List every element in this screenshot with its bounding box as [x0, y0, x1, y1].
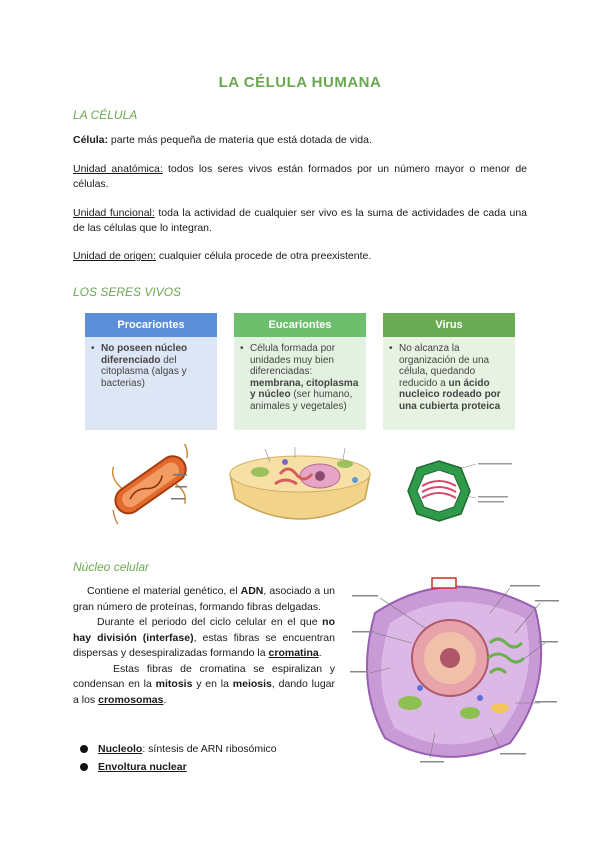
- card-procariontes: [85, 313, 217, 430]
- card-eucariontes-text: Célula formada por unidades muy bien diferenciadas:: [250, 343, 336, 377]
- section-heading-nucleo: Núcleo celular: [73, 560, 150, 574]
- card-procariontes-body: • No poseen núcleo diferenciado del citoplasma (algas y bacterias): [85, 337, 217, 430]
- term-mitosis: mitosis: [155, 678, 193, 690]
- definition-unidad-funcional: toda la actividad de cualquier ser vivo es la suma de actividades de cada una de las células que lo integran.: [73, 207, 527, 234]
- card-eucariontes-text2: (ser humano, animales y vegetales): [250, 389, 353, 412]
- animal-cell-diagram: [350, 573, 560, 773]
- card-procariontes-text: del citoplasma (algas y bacterias): [101, 354, 187, 389]
- definition-unidad-origen: cualquier célula procede de otra preexistente.: [155, 250, 372, 262]
- card-virus-text: No alcanza la organización de una célula, quedando reducido a: [399, 343, 490, 389]
- bullet-nucleolo-term: Nucleolo: [98, 743, 143, 755]
- term-meiosis: meiosis: [232, 678, 272, 690]
- nucleo-paragraph-3: Estas fibras de cromatina se espiralizan y condensan en la mitosis y en la meiosis, dando lugar a los cromosomas.: [73, 662, 335, 706]
- bullet-envoltura-term: Envoltura nuclear: [98, 761, 187, 773]
- definition-unidad-anatomica: todos los seres vivos están formados por un número mayor o menor de células.: [73, 163, 527, 190]
- nucleo-text: [73, 584, 335, 708]
- card-procariontes-title: Procariontes: [85, 313, 217, 337]
- paragraph-unidad-anatomica: [73, 162, 527, 192]
- card-procariontes-bold: No poseen núcleo diferenciado: [101, 343, 188, 366]
- paragraph-celula: [73, 133, 527, 148]
- virus-illustration: [404, 456, 524, 531]
- section-heading-celula: LA CÉLULA: [73, 108, 138, 122]
- bullet-nucleolo: [80, 743, 277, 755]
- paragraph-unidad-funcional: [73, 206, 527, 236]
- card-eucariontes-title: Eucariontes: [234, 313, 366, 337]
- term-cromatina: cromatina: [268, 647, 319, 659]
- card-eucariontes-bold: membrana, citoplasma y núcleo: [250, 377, 359, 400]
- term-unidad-funcional: Unidad funcional:: [73, 207, 155, 219]
- definition-celula: parte más pequeña de materia que está dotada de vida.: [108, 134, 372, 146]
- nucleo-paragraph-2: Durante el periodo del ciclo celular en el que no hay división (interfase), estas fibras se encuentran dispersas y desespiralizadas formando la cromatina.: [73, 616, 335, 659]
- term-unidad-origen: Unidad de origen:: [73, 250, 156, 262]
- nucleo-paragraph-1: Contiene el material genético, el ADN, asociado a un gran número de proteínas, formando fibras delgadas.: [73, 585, 336, 613]
- bacteria-illustration: [95, 444, 205, 524]
- term-cromosomas: cromosomas: [98, 693, 164, 706]
- card-eucariontes-body: • Célula formada por unidades muy bien diferenciadas: membrana, citoplasma y núcleo (ser humano, animales y vegetales): [234, 337, 366, 430]
- card-eucariontes: [234, 313, 366, 430]
- bullet-envoltura: [80, 761, 187, 773]
- card-virus-body: • No alcanza la organización de una célula, quedando reducido a un ácido nucleico rodeado por una cubierta proteica: [383, 337, 515, 430]
- paragraph-unidad-origen: [73, 249, 527, 264]
- term-interfase: no hay división (interfase): [73, 616, 335, 644]
- card-virus-bold: un ácido nucleico rodeado por una cubierta proteica: [399, 377, 501, 412]
- term-unidad-anatomica: Unidad anatómica:: [73, 163, 163, 175]
- page-title: LA CÉLULA HUMANA: [218, 74, 382, 91]
- card-virus-title: Virus: [383, 313, 515, 337]
- term-adn: ADN: [240, 585, 264, 597]
- section-heading-seres-vivos: LOS SERES VIVOS: [73, 285, 182, 299]
- card-virus: [383, 313, 515, 430]
- bullet-nucleolo-text: : síntesis de ARN ribosómico: [142, 743, 277, 755]
- term-celula: Célula:: [73, 134, 109, 146]
- eukaryotic-cell-illustration: [225, 444, 375, 529]
